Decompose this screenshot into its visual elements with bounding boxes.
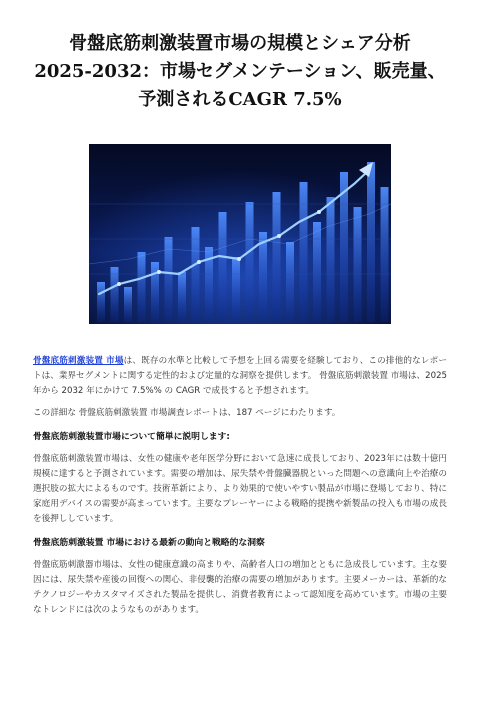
- report-pages-paragraph: この詳細な 骨盤底筋刺激装置 市場調査レポートは、187 ページにわたります。: [33, 408, 341, 418]
- hero-bar: [300, 182, 308, 322]
- intro-text: は、既存の水準と比較して予想を上回る需要を経験しており、この排他的なレポートは、業界セグメントに関する定性的および定量的な洞察を提供します。 骨盤底筋刺激装置 市場は、2025 年から 2032 年にかけて 7.5%% の CAGR で成長すると予想されます。: [33, 356, 447, 396]
- document-page: [0, 30, 480, 709]
- section-body-trends: 骨盤底筋刺激器市場は、女性の健康意識の高まりや、高齢者人口の増加とともに急成長しています。主な要因には、尿失禁や産後の回復への関心、非侵襲的治療の需要の増加があります。主要メーカーは、革新的なテクノロジーやカスタマイズされた製品を提供し、消費者教育によって認知度を高めています。市場の主要なトレンドには次のようなものがあります。: [33, 560, 447, 615]
- market-link[interactable]: 骨盤底筋刺激装置 市場: [33, 356, 124, 366]
- hero-bar: [354, 207, 362, 322]
- page-title: [33, 30, 447, 114]
- hero-bar: [246, 202, 254, 322]
- hero-bar: [192, 227, 200, 322]
- title-line-3: 予測されるCAGR 7.5%: [138, 89, 342, 110]
- title-line-1: 骨盤底筋刺激装置市場の規模とシェア分析: [69, 33, 411, 54]
- hero-bar: [232, 257, 240, 322]
- hero-bar: [327, 197, 335, 322]
- section-body-overview: 骨盤底筋刺激装置市場は、女性の健康や老年医学分野において急速に成長しており、2023年には数十億円規模に達すると予測されています。需要の増加は、尿失禁や骨盤臓器脱といった問題への意識向上や治療の選択肢の拡大によるものです。技術革新により、より効果的で使いやすい製品が市場に登場しており、特に家庭用デバイスの需要が高まっています。主要なプレーヤーによる戦略的提携や新製品の投入も市場の成長を後押ししています。: [33, 454, 447, 524]
- hero-bar: [367, 162, 375, 322]
- hero-bar: [111, 267, 119, 322]
- hero-bar: [259, 232, 267, 322]
- hero-bar: [178, 272, 186, 322]
- hero-bar: [97, 282, 105, 322]
- hero-bar: [313, 222, 321, 322]
- hero-bar: [124, 287, 132, 322]
- section-heading-overview: 骨盤底筋刺激装置市場について簡単に説明します:: [33, 432, 230, 442]
- hero-bar: [138, 252, 146, 322]
- hero-bar: [273, 192, 281, 322]
- section-heading-trends: 骨盤底筋刺激装置 市場における最新の動向と戦略的な洞察: [33, 538, 265, 548]
- title-line-2: 2025-2032：市場セグメンテーション、販売量、: [34, 61, 446, 82]
- hero-bar: [286, 242, 294, 322]
- intro-paragraph: [33, 354, 447, 399]
- hero-bar: [219, 212, 227, 322]
- hero-growth-image: [89, 144, 391, 324]
